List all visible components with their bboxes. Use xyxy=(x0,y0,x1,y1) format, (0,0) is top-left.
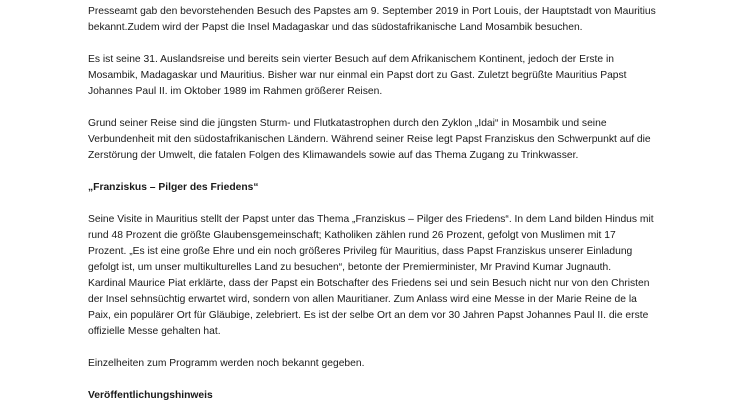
text-line: der Insel sehnsüchtig erwartet wird, sondern von allen Mauritianer. Zum Anlass wird eine Messe in der Marie Reine de la xyxy=(88,294,637,305)
text-line: Verbundenheit mit den südostafrikanischen Ländern. Während seiner Reise legt Papst Franziskus den Schwerpunkt auf die xyxy=(88,134,651,145)
text-line: Zerstörung der Umwelt, die fatalen Folgen des Klimawandels sowie auf das Thema Zugang zu Trinkwasser. xyxy=(88,150,579,161)
text-line: Kardinal Maurice Piat erklärte, dass der Papst ein Botschafter des Friedens sei und sein Besuch nicht nur von den Christen xyxy=(88,278,650,289)
paragraph-trip-info xyxy=(88,52,728,100)
text-line: Mosambik, Madagaskar und Mauritius. Bisher war nur einmal ein Papst dort zu Gast. Zuletzt begrüßte Mauritius Papst xyxy=(88,70,627,81)
text-line: bekannt.Zudem wird der Papst die Insel Madagaskar und das südostafrikanische Land Mosambik besuchen. xyxy=(88,22,583,33)
section-heading-publication-note: Veröffentlichungshinweis xyxy=(88,390,213,401)
paragraph-reason xyxy=(88,116,728,164)
text-line: Seine Visite in Mauritius stellt der Papst unter das Thema „Franziskus – Pilger des Friedens“. In dem Land bilden Hindus mit xyxy=(88,214,654,225)
paragraph-visit-theme xyxy=(88,212,728,340)
document-body xyxy=(88,4,728,419)
text-line: offizielle Messe gehalten hat. xyxy=(88,326,221,337)
section-heading-pilger: „Franziskus – Pilger des Friedens“ xyxy=(88,182,259,193)
text-line: Grund seiner Reise sind die jüngsten Sturm- und Flutkatastrophen durch den Zyklon „Idai“ in Mosambik und seine xyxy=(88,118,607,129)
paragraph-announcement xyxy=(88,4,728,36)
text-line: gefolgt ist, um unser multikulturelles Land zu besuchen“, betonte der Premierminister, Mr Pravind Kumar Jugnauth. xyxy=(88,262,612,273)
text-line: rund 48 Prozent die größte Glaubensgemeinschaft; Katholiken zählen rund 26 Prozent, gefolgt von Muslimen mit 17 xyxy=(88,230,616,241)
paragraph-program-details xyxy=(88,356,728,372)
text-line: Presseamt gab den bevorstehenden Besuch des Papstes am 9. September 2019 in Port Louis, der Hauptstadt von Mauritius xyxy=(88,6,656,17)
text-line: Einzelheiten zum Programm werden noch bekannt gegeben. xyxy=(88,358,365,369)
text-line: Johannes Paul II. im Oktober 1989 im Rahmen größerer Reisen. xyxy=(88,86,383,97)
text-line: Prozent. „Es ist eine große Ehre und ein noch größeres Privileg für Mauritius, dass Papst Franziskus unserer Einladung xyxy=(88,246,633,257)
text-line: Paix, ein populärer Ort für Gläubige, zelebriert. Es ist der selbe Ort an dem vor 30 Jahren Papst Johannes Paul II. die erste xyxy=(88,310,649,321)
text-line: Es ist seine 31. Auslandsreise und bereits sein vierter Besuch auf dem Afrikanischem Kontinent, jedoch der Erste in xyxy=(88,54,614,65)
